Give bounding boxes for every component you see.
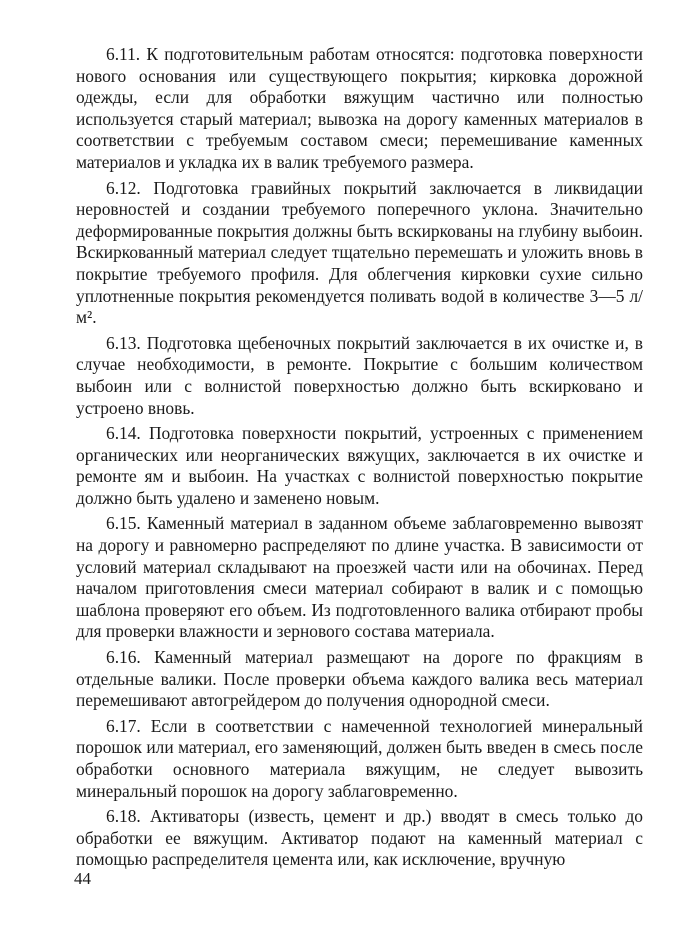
paragraph-text: Активаторы (известь, цемент и др.) вводят в смесь только до обработки ее вяжущим. Активатор подают на каменный материал с помощью распределителя цемента или, как исключение, вручную — [76, 806, 643, 870]
paragraph-number: 6.13. — [106, 332, 141, 353]
paragraph-text: Если в соответствии с намеченной технологией минеральный порошок или материал, его заменяющий, должен быть введен в смесь после обработки основного материала вяжущим, не следует вывозить минеральный порошок на дорогу заблаговременно. — [76, 715, 643, 801]
paragraph-6-16 — [76, 647, 643, 712]
paragraph-text: К подготовительным работам относятся: подготовка поверхности нового основания или существующего покрытия; кирковка дорожной одежды, если для обработки вяжущим частично или полностью используется старый материал; вывозка на дорогу каменных материалов в соответствии с требуемым составом смеси; перемешивание каменных материалов и укладка их в валик требуемого размера. — [76, 44, 643, 172]
paragraph-6-12 — [76, 178, 643, 329]
paragraph-number: 6.14. — [106, 423, 141, 444]
paragraph-6-18 — [76, 806, 643, 871]
paragraph-number: 6.15. — [106, 513, 141, 534]
paragraph-number: 6.11. — [106, 44, 141, 64]
paragraph-6-15 — [76, 513, 643, 643]
paragraph-6-14 — [76, 423, 643, 509]
paragraph-text: Каменный материал размещают на дороге по фракциям в отдельные валики. После проверки объема каждого валика весь материал перемешивают автогрейдером до получения однородной смеси. — [76, 647, 643, 711]
paragraph-number: 6.12. — [106, 177, 141, 198]
paragraph-6-17 — [76, 716, 643, 802]
paragraph-6-11 — [76, 44, 643, 174]
page-number: 44 — [74, 869, 91, 888]
paragraph-number: 6.17. — [106, 715, 141, 736]
paragraph-number: 6.16. — [106, 647, 141, 668]
paragraph-text: Подготовка гравийных покрытий заключается в ликвидации неровностей и создании требуемого поперечного уклона. Значительно деформированные покрытия должны быть вскиркованы на глубину выбоин. Вскиркованный материал следует тщательно перемешать и уложить вновь в покрытие требуемого профиля. Для облегчения кирковки сухие сильно уплотненные покрытия рекомендуется поливать водой в количестве 3—5 л/м². — [76, 177, 643, 328]
paragraph-number: 6.18. — [106, 806, 141, 827]
paragraph-text: Каменный материал в заданном объеме заблаговременно вывозят на дорогу и равномерно распределяют по длине участка. В зависимости от условий материал складывают на проезжей части или на обочинах. Перед началом приготовления смеси материал собирают в валик и с помощью шаблона проверяют его объем. Из подготовленного валика отбирают пробы для проверки влажности и зернового состава материала. — [76, 513, 643, 642]
paragraph-text: Подготовка поверхности покрытий, устроенных с применением органических или неорганических вяжущих, заключается в их очистке и ремонте ям и выбоин. На участках с волнистой поверхностью покрытие должно быть удалено и заменено новым. — [76, 423, 643, 508]
paragraph-6-13 — [76, 333, 643, 419]
paragraph-text: Подготовка щебеночных покрытий заключается в их очистке и, в случае необходимости, в ремонте. Покрытие с большим количеством выбоин или с волнистой поверхностью должно быть вскирковано и устроено вновь. — [76, 332, 643, 418]
page-body — [76, 44, 643, 875]
